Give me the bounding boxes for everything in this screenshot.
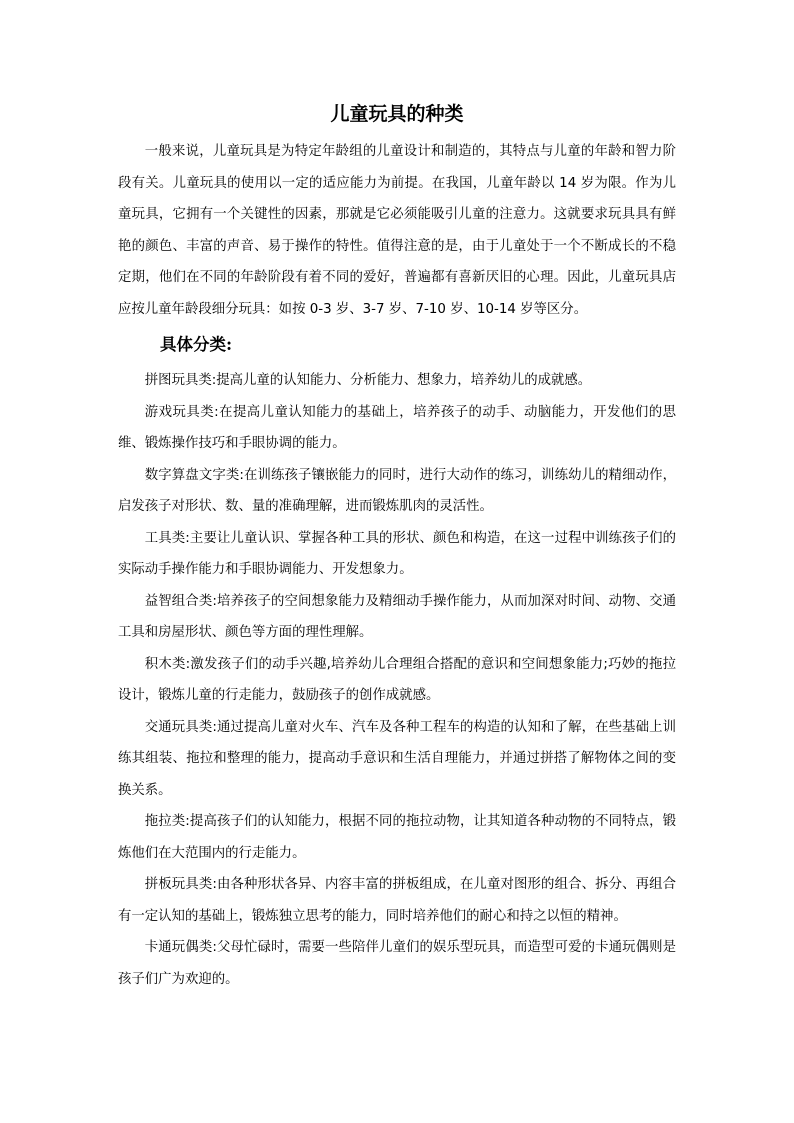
category-vehicle: 交通玩具类:通过提高儿童对火车、汽车及各种工程车的构造的认知和了解，在些基础上训练其组装、拖拉和整理的能力，提高动手意识和生活自理能力，并通过拼搭了解物体之间的变换关系。 [118, 719, 676, 798]
category-pull: 拖拉类:提高孩子们的认知能力，根据不同的拖拉动物，让其知道各种动物的不同特点，锻炼他们在大范围内的行走能力。 [118, 814, 676, 861]
category-cartoon: 卡通玩偶类:父母忙碌时，需要一些陪伴儿童们的娱乐型玩具，而造型可爱的卡通玩偶则是孩子们广为欢迎的。 [118, 940, 676, 987]
category-tool: 工具类:主要让儿童认识、掌握各种工具的形状、颜色和构造，在这一过程中训练孩子们的实际动手操作能力和手眼协调能力、开发想象力。 [118, 530, 676, 577]
category-board: 拼板玩具类:由各种形状各异、内容丰富的拼板组成，在儿童对图形的组合、拆分、再组合有一定认知的基础上，锻炼独立思考的能力，同时培养他们的耐心和持之以恒的精神。 [118, 877, 676, 924]
category-educational: 益智组合类:培养孩子的空间想象能力及精细动手操作能力，从而加深对时间、动物、交通工具和房屋形状、颜色等方面的理性理解。 [118, 593, 676, 640]
category-puzzle: 拼图玩具类:提高儿童的认知能力、分析能力、想象力，培养幼儿的成就感。 [144, 373, 592, 388]
document-page [118, 100, 676, 995]
category-game: 游戏玩具类:在提高儿童认知能力的基础上，培养孩子的动手、动脑能力，开发他们的思维、锻炼操作技巧和手眼协调的能力。 [118, 404, 676, 451]
document-title: 儿童玩具的种类 [330, 103, 464, 125]
category-blocks: 积木类:激发孩子们的动手兴趣,培养幼儿合理组合搭配的意识和空间想象能力;巧妙的拖拉设计，锻炼儿童的行走能力，鼓励孩子的创作成就感。 [118, 656, 676, 703]
section-heading: 具体分类: [160, 335, 233, 354]
intro-paragraph: 一般来说，儿童玩具是为特定年龄组的儿童设计和制造的，其特点与儿童的年龄和智力阶段有关。儿童玩具的使用以一定的适应能力为前提。在我国，儿童年龄以 14 岁为限。作为儿童玩具，它拥有一个关键性的因素，那就是它必须能吸引儿童的注意力。这就要求玩具具有鲜艳的颜色、丰富的声音、易于操作的特性。值得注意的是，由于儿童处于一个不断成长的不稳定期，他们在不同的年龄阶段有着不同的爱好，普遍都有喜新厌旧的心理。因此，儿童玩具店应按儿童年龄段细分玩具：如按 0-3 岁、3-7 岁、7-10 岁、10-14 岁等区分。 [118, 144, 676, 317]
category-abacus: 数字算盘文字类:在训练孩子镶嵌能力的同时，进行大动作的练习，训练幼儿的精细动作，启发孩子对形状、数、量的准确理解，进而锻炼肌肉的灵活性。 [118, 467, 676, 514]
